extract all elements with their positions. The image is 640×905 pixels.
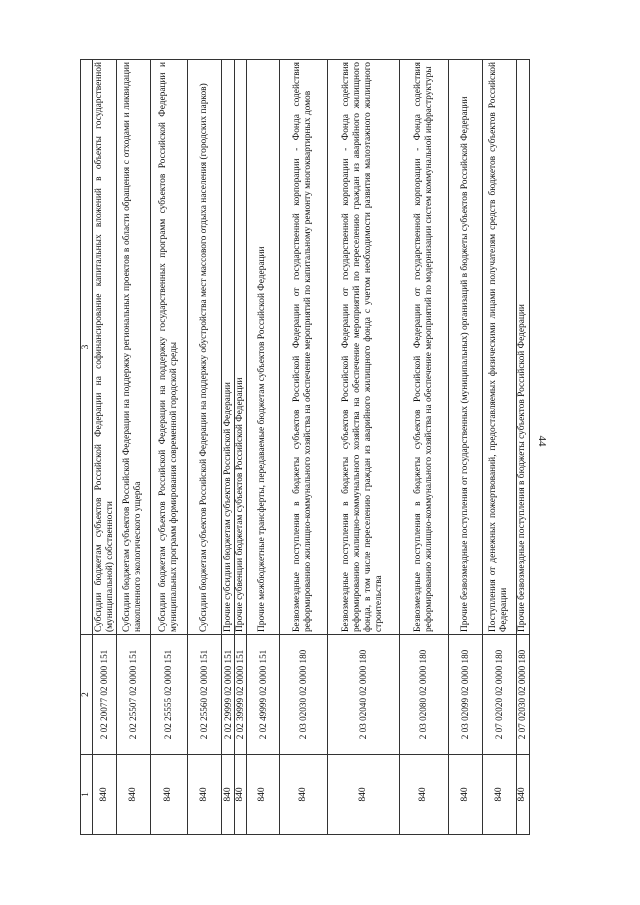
table-header-row <box>81 60 93 835</box>
revenue-name-cell: Прочие субвенции бюджетам субъектов Российской Федерации <box>234 60 246 635</box>
table-row <box>222 60 234 835</box>
revenue-name-cell: Прочие безвозмездные поступления в бюджеты субъектов Российской Федерации <box>516 60 529 635</box>
revenue-code-cell: 2 03 02030 02 0000 180 <box>279 635 327 755</box>
revenue-code-cell: 2 07 02020 02 0000 180 <box>482 635 516 755</box>
admin-code-cell: 840 <box>247 755 280 835</box>
revenue-code-cell: 2 03 02040 02 0000 180 <box>327 635 399 755</box>
admin-code-cell: 840 <box>187 755 222 835</box>
revenue-name-cell: Безвозмездные поступления в бюджеты субъектов Российской Федерации от государственной корпорации - Фонда содействия реформированию жилищно-коммунального хозяйства на обеспечение мероприятий по переселению граждан из аварийного жилищного фонда, в том числе переселению граждан из аварийного жилищного фонда с учетом необходимости развития малоэтажного жилищного строительства <box>327 60 399 635</box>
revenue-code-cell: 2 02 49999 02 0000 151 <box>247 635 280 755</box>
revenue-name-cell: Безвозмездные поступления в бюджеты субъектов Российской Федерации от государственной корпорации - Фонда содействия реформированию жилищно-коммунального хозяйства на обеспечение мероприятий по капитальному ремонту многоквартирных домов <box>279 60 327 635</box>
table-row <box>93 60 117 835</box>
revenue-name-cell: Прочие межбюджетные трансферты, передаваемые бюджетам субъектов Российской Федерации <box>247 60 280 635</box>
table-row <box>116 60 150 835</box>
revenue-code-cell: 2 07 02030 02 0000 180 <box>516 635 529 755</box>
admin-code-cell: 840 <box>234 755 246 835</box>
revenue-code-cell: 2 03 02099 02 0000 180 <box>448 635 482 755</box>
table-row <box>399 60 448 835</box>
admin-code-cell: 840 <box>150 755 187 835</box>
revenue-code-cell: 2 02 39999 02 0000 151 <box>234 635 246 755</box>
admin-code-cell: 840 <box>399 755 448 835</box>
revenue-name-cell: Прочие безвозмездные поступления от государственных (муниципальных) организаций в бюджеты субъектов Российской Федерации <box>448 60 482 635</box>
revenue-code-cell: 2 03 02080 02 0000 180 <box>399 635 448 755</box>
admin-code-cell: 840 <box>279 755 327 835</box>
admin-code-cell: 840 <box>448 755 482 835</box>
revenue-codes-table <box>80 59 530 835</box>
table-row <box>150 60 187 835</box>
revenue-code-cell: 2 02 29999 02 0000 151 <box>222 635 234 755</box>
admin-code-cell: 840 <box>482 755 516 835</box>
rotated-page-content <box>80 60 530 835</box>
revenue-name-cell: Безвозмездные поступления в бюджеты субъектов Российской Федерации от государственной корпорации - Фонда содействия реформированию жилищно-коммунального хозяйства на обеспечение мероприятий по модернизации систем коммунальной инфраструктуры <box>399 60 448 635</box>
table-row <box>187 60 222 835</box>
table-row <box>247 60 280 835</box>
header-col-2: 2 <box>81 635 93 755</box>
table-row <box>516 60 529 835</box>
header-col-3: 3 <box>81 60 93 635</box>
admin-code-cell: 840 <box>222 755 234 835</box>
admin-code-cell: 840 <box>116 755 150 835</box>
revenue-name-cell: Поступления от денежных пожертвований, предоставляемых физическими лицами получателям средств бюджетов субъектов Российской Федерации <box>482 60 516 635</box>
table-row <box>327 60 399 835</box>
table-row <box>279 60 327 835</box>
revenue-code-cell: 2 02 25555 02 0000 151 <box>150 635 187 755</box>
page-number: 44 <box>536 435 548 447</box>
admin-code-cell: 840 <box>516 755 529 835</box>
admin-code-cell: 840 <box>93 755 117 835</box>
table-row <box>234 60 246 835</box>
revenue-code-cell: 2 02 25507 02 0000 151 <box>116 635 150 755</box>
revenue-name-cell: Прочие субсидии бюджетам субъектов Российской Федерации <box>222 60 234 635</box>
revenue-name-cell: Субсидии бюджетам субъектов Российской Федерации на софинансирование капитальных вложений в объекты государственной (муниципальной) собственности <box>93 60 117 635</box>
table-row <box>482 60 516 835</box>
admin-code-cell: 840 <box>327 755 399 835</box>
revenue-code-cell: 2 02 20077 02 0000 151 <box>93 635 117 755</box>
revenue-name-cell: Субсидии бюджетам субъектов Российской Федерации на поддержку региональных проектов в области обращения с отходами и ликвидации накопленного экологического ущерба <box>116 60 150 635</box>
header-col-1: 1 <box>81 755 93 835</box>
revenue-code-cell: 2 02 25560 02 0000 151 <box>187 635 222 755</box>
table-row <box>448 60 482 835</box>
revenue-name-cell: Субсидии бюджетам субъектов Российской Федерации на поддержку государственных программ субъектов Российской Федерации и муниципальных программ формирования современной городской среды <box>150 60 187 635</box>
revenue-name-cell: Субсидии бюджетам субъектов Российской Федерации на поддержку обустройства мест массового отдыха населения (городских парков) <box>187 60 222 635</box>
